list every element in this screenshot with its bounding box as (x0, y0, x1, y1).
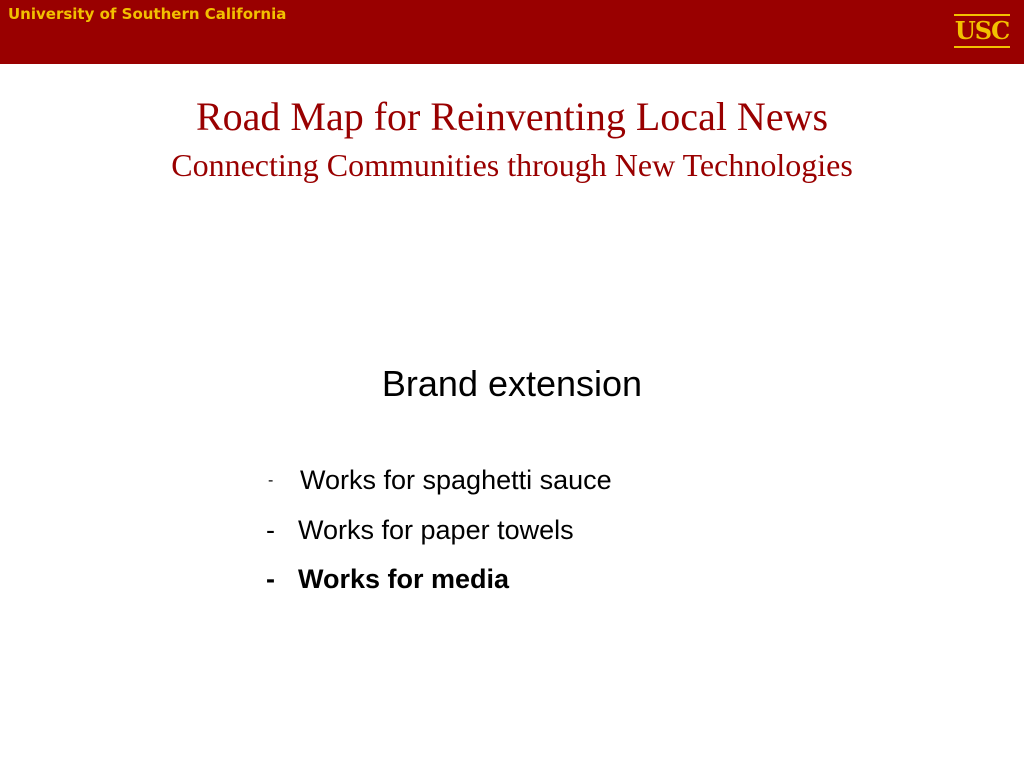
university-name: University of Southern California (8, 5, 287, 23)
bullet-item (266, 514, 574, 546)
logo-rule-bottom (954, 46, 1010, 48)
bullet-item (266, 563, 509, 595)
bullet-text: Works for media (298, 564, 510, 594)
bullet-marker: - (268, 472, 274, 489)
slide-title: Road Map for Reinventing Local News (195, 94, 829, 139)
bullet-text: Works for paper towels (298, 515, 574, 545)
bullet-item (268, 464, 612, 497)
bullet-text: Works for spaghetti sauce (300, 465, 612, 495)
slide-subtitle: Connecting Communities through New Technologies (171, 147, 853, 183)
section-heading: Brand extension (381, 363, 643, 404)
header-bar (0, 0, 1024, 64)
bullet-marker: - (266, 515, 275, 545)
logo-text: USC (954, 16, 1010, 45)
bullet-marker: - (266, 564, 275, 594)
usc-logo (954, 14, 1010, 48)
